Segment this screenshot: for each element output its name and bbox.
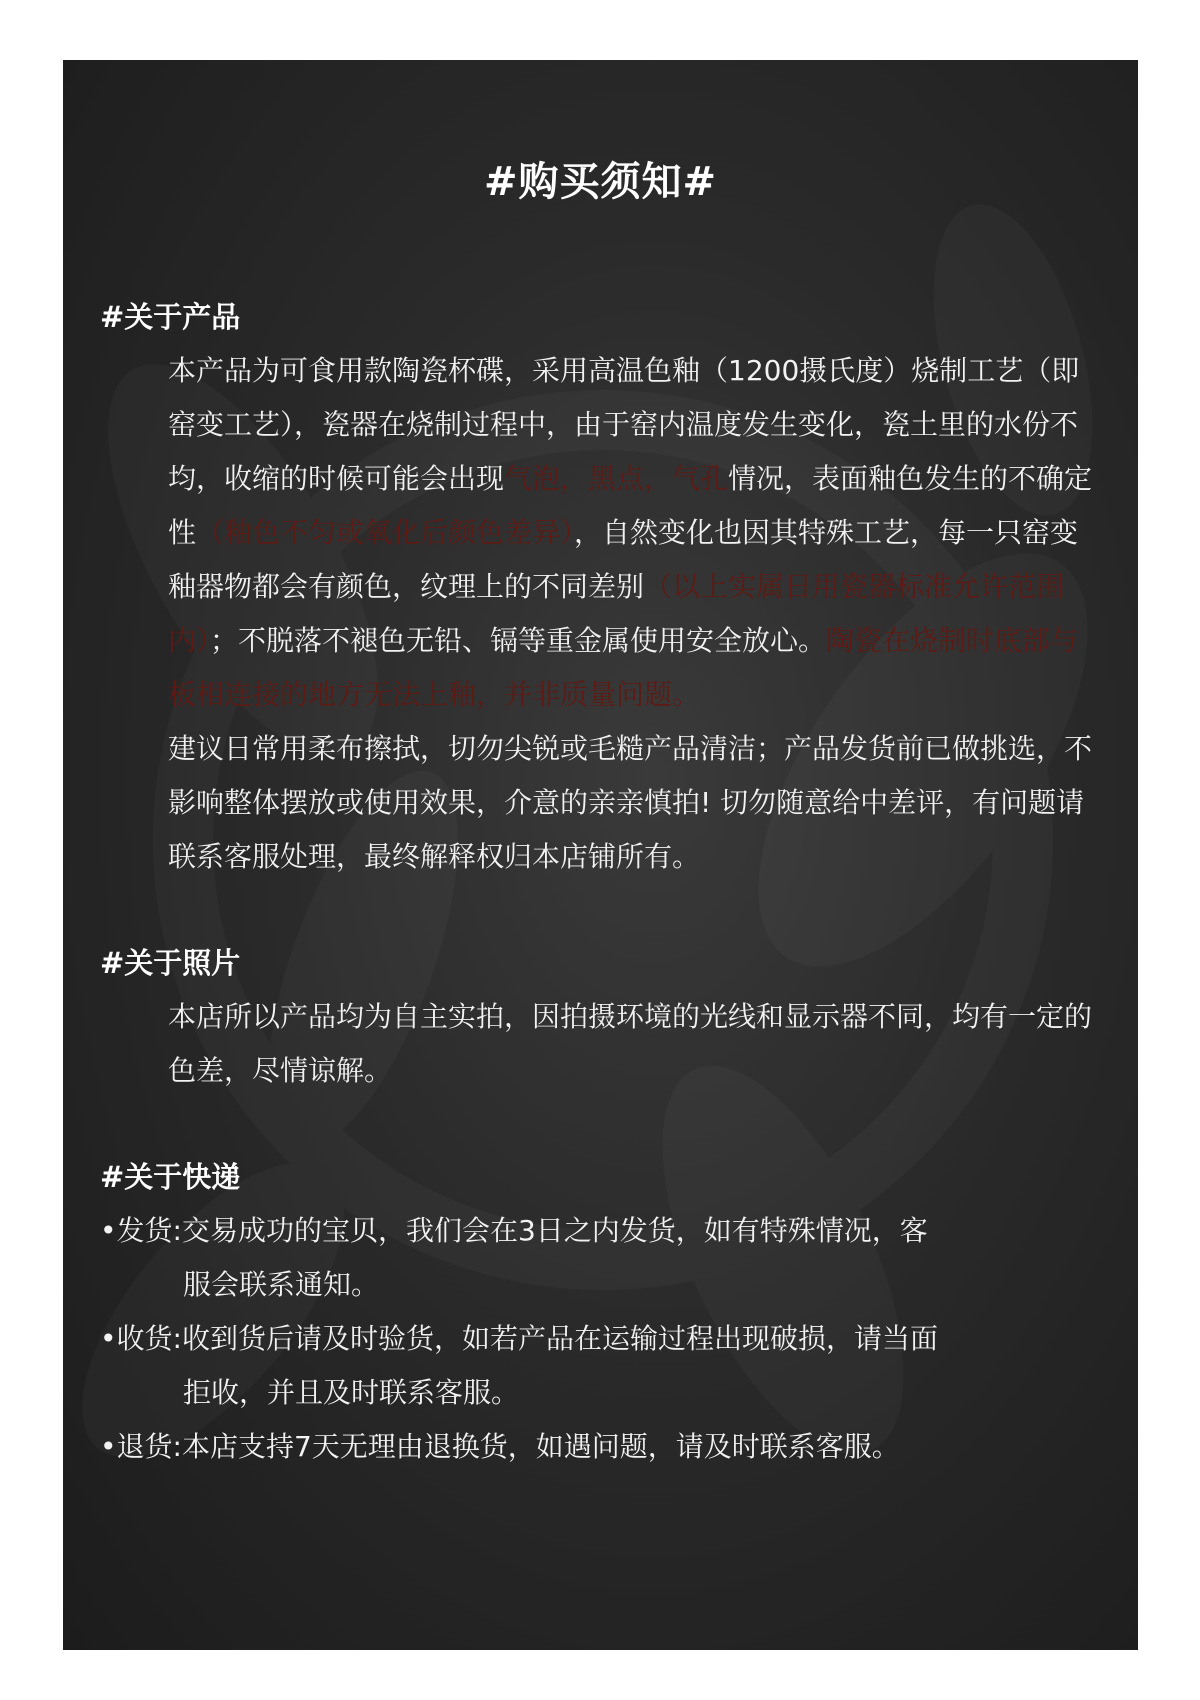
product-text-3: ，自然变化也因其特殊工艺，每一只窑变釉器物都会有颜色，纹理上的不同差别 xyxy=(168,516,1079,603)
notice-content xyxy=(100,290,1100,1474)
product-highlight-glaze: （釉色不匀或氧化后颜色差异） xyxy=(196,516,575,549)
product-care-advice: 建议日常用柔布擦拭，切勿尖锐或毛糙产品清洁；产品发货前已做挑选，不影响整体摆放或使用效果，介意的亲亲慎拍! 切勿随意给中差评，有问题请联系客服处理，最终解释权归本店铺所有。 xyxy=(168,732,1093,873)
product-description xyxy=(100,344,1098,722)
shipping-item-label: •退货: xyxy=(100,1430,182,1463)
shipping-section-heading: #关于快递 xyxy=(100,1160,241,1194)
photos-description: 本店所以产品均为自主实拍，因拍摄环境的光线和显示器不同，均有一定的色差，尽情谅解。 xyxy=(168,1000,1093,1087)
notice-panel xyxy=(63,60,1138,1650)
shipping-item-receive xyxy=(100,1312,1100,1420)
product-highlight-base: 陶瓷在烧制时底部与板相连接的地方无法上釉，并非质量问题。 xyxy=(168,624,1079,711)
product-text-4: ；不脱落不褪色无铅、镉等重金属使用安全放心。 xyxy=(210,624,827,657)
product-highlight-defects: 气泡，黑点，气孔 xyxy=(504,462,729,495)
product-highlight-standard: （以上实属日用瓷器标准允许范围内） xyxy=(168,570,1065,657)
product-section-heading: #关于产品 xyxy=(100,300,241,334)
shipping-item-text: 收到货后请及时验货，如若产品在运输过程出现破损，请当面 xyxy=(181,1322,938,1355)
shipping-item-return xyxy=(100,1420,1100,1474)
shipping-item-text-cont: 服会联系通知。 xyxy=(183,1268,380,1301)
shipping-item-label: •收货: xyxy=(100,1322,182,1355)
shipping-item-dispatch xyxy=(100,1204,1100,1312)
photos-section-heading: #关于照片 xyxy=(100,946,241,980)
product-text-2: 情况，表面釉色发生的不确定性 xyxy=(168,462,1093,549)
page-title: #购买须知# xyxy=(483,159,718,205)
product-text-1: 本产品为可食用款陶瓷杯碟，采用高温色釉（1200摄氏度）烧制工艺（即窑变工艺），瓷器在烧制过程中，由于窑内温度发生变化，瓷土里的水份不均，收缩的时候可能会出现 xyxy=(168,354,1080,495)
shipping-item-text: 本店支持7天无理由退换货，如遇问题，请及时联系客服。 xyxy=(181,1430,900,1463)
shipping-item-label: •发货: xyxy=(100,1214,182,1247)
shipping-item-text-cont: 拒收，并且及时联系客服。 xyxy=(183,1376,520,1409)
shipping-item-text: 交易成功的宝贝，我们会在3日之内发货，如有特殊情况，客 xyxy=(181,1214,928,1247)
